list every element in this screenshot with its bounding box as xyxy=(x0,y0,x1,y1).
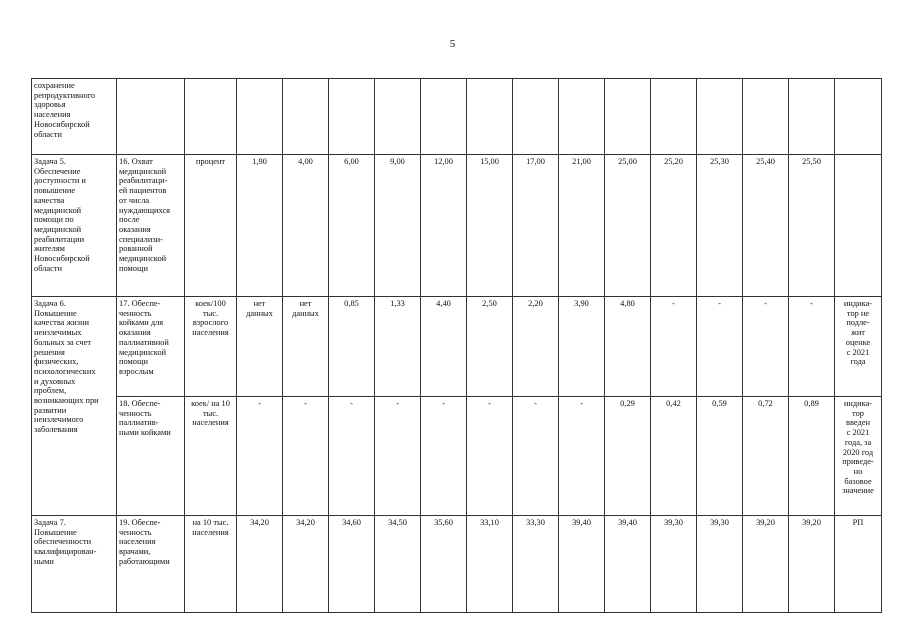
value-cell: - xyxy=(237,397,283,516)
value-cell: 17,00 xyxy=(513,155,559,297)
value-cell: - xyxy=(743,297,789,397)
value-cell: - xyxy=(651,297,697,397)
value-cell: 9,00 xyxy=(375,155,421,297)
task-cell: Задача 7. Повышение обеспеченности квалифицирован- ными xyxy=(32,516,117,613)
value-cell: 25,00 xyxy=(605,155,651,297)
unit-cell: на 10 тыс. населения xyxy=(185,516,237,613)
note-cell: индика- тор введен с 2021 года, за 2020 год приведе- но базовое значение xyxy=(835,397,882,516)
indicator-cell xyxy=(117,79,185,155)
value-cell xyxy=(375,79,421,155)
value-cell: - xyxy=(513,397,559,516)
unit-cell: процент xyxy=(185,155,237,297)
value-cell xyxy=(605,79,651,155)
task-cell: сохранение репродуктивного здоровья населения Новосибирской области xyxy=(32,79,117,155)
value-cell: 1,33 xyxy=(375,297,421,397)
value-cell: - xyxy=(421,397,467,516)
value-cell: 25,50 xyxy=(789,155,835,297)
table-row xyxy=(32,79,882,155)
value-cell xyxy=(329,79,375,155)
value-cell: 39,30 xyxy=(651,516,697,613)
value-cell: 33,30 xyxy=(513,516,559,613)
value-cell xyxy=(283,79,329,155)
value-cell: 21,00 xyxy=(559,155,605,297)
value-cell: - xyxy=(697,297,743,397)
value-cell: 25,20 xyxy=(651,155,697,297)
value-cell: 0,85 xyxy=(329,297,375,397)
value-cell: 4,40 xyxy=(421,297,467,397)
table-row xyxy=(32,397,882,516)
task-cell: Задача 6. Повышение качества жизни неизлечимых больных за счет решения физических, психологических и духовных проблем, возникающих при развитии неизлечимого заболевания xyxy=(32,297,117,516)
value-cell xyxy=(743,79,789,155)
value-cell: 39,30 xyxy=(697,516,743,613)
value-cell xyxy=(421,79,467,155)
value-cell: - xyxy=(329,397,375,516)
value-cell: - xyxy=(283,397,329,516)
value-cell: 0,72 xyxy=(743,397,789,516)
value-cell: - xyxy=(559,397,605,516)
value-cell: 34,50 xyxy=(375,516,421,613)
note-cell xyxy=(835,79,882,155)
note-cell: индика- тор не подле- жит оценке с 2021 года xyxy=(835,297,882,397)
value-cell: 39,40 xyxy=(559,516,605,613)
value-cell: 25,40 xyxy=(743,155,789,297)
value-cell: 35,60 xyxy=(421,516,467,613)
value-cell xyxy=(697,79,743,155)
value-cell: 0,89 xyxy=(789,397,835,516)
indicator-cell: 18. Обеспе- ченность паллиатив- ными койками xyxy=(117,397,185,516)
table-row xyxy=(32,516,882,613)
value-cell xyxy=(513,79,559,155)
value-cell: 12,00 xyxy=(421,155,467,297)
value-cell: 39,20 xyxy=(789,516,835,613)
value-cell: 34,20 xyxy=(283,516,329,613)
note-cell xyxy=(835,155,882,297)
value-cell: 3,90 xyxy=(559,297,605,397)
indicators-table xyxy=(31,78,882,613)
value-cell xyxy=(651,79,697,155)
value-cell: 15,00 xyxy=(467,155,513,297)
value-cell xyxy=(237,79,283,155)
value-cell: 39,20 xyxy=(743,516,789,613)
value-cell: 2,50 xyxy=(467,297,513,397)
value-cell: - xyxy=(375,397,421,516)
value-cell: нет данных xyxy=(237,297,283,397)
value-cell: - xyxy=(789,297,835,397)
unit-cell: коек/100 тыс. взрослого населения xyxy=(185,297,237,397)
value-cell xyxy=(467,79,513,155)
value-cell: - xyxy=(467,397,513,516)
value-cell: 25,30 xyxy=(697,155,743,297)
value-cell: 34,60 xyxy=(329,516,375,613)
value-cell: 6,00 xyxy=(329,155,375,297)
value-cell: 2,20 xyxy=(513,297,559,397)
page-number: 5 xyxy=(449,38,456,50)
indicator-cell: 17. Обеспе- ченность койками для оказания паллиативной медицинской помощи взрослым xyxy=(117,297,185,397)
indicator-cell: 19. Обеспе- ченность населения врачами, работающими xyxy=(117,516,185,613)
value-cell xyxy=(789,79,835,155)
value-cell: 33,10 xyxy=(467,516,513,613)
unit-cell xyxy=(185,79,237,155)
value-cell: 1,90 xyxy=(237,155,283,297)
unit-cell: коек/ на 10 тыс. населения xyxy=(185,397,237,516)
value-cell xyxy=(559,79,605,155)
note-cell: РП xyxy=(835,516,882,613)
value-cell: 0,42 xyxy=(651,397,697,516)
value-cell: 0,29 xyxy=(605,397,651,516)
table-row xyxy=(32,297,882,397)
value-cell: 4,00 xyxy=(283,155,329,297)
table-row xyxy=(32,155,882,297)
value-cell: 0,59 xyxy=(697,397,743,516)
value-cell: 4,80 xyxy=(605,297,651,397)
value-cell: нет данных xyxy=(283,297,329,397)
value-cell: 34,20 xyxy=(237,516,283,613)
indicator-cell: 16. Охват медицинской реабилитаци- ей пациентов от числа нуждающихся после оказания специализи- рованной медицинской помощи xyxy=(117,155,185,297)
task-cell: Задача 5. Обеспечение доступности и повышение качества медицинской помощи по медицинской реабилитации жителям Новосибирской области xyxy=(32,155,117,297)
value-cell: 39,40 xyxy=(605,516,651,613)
